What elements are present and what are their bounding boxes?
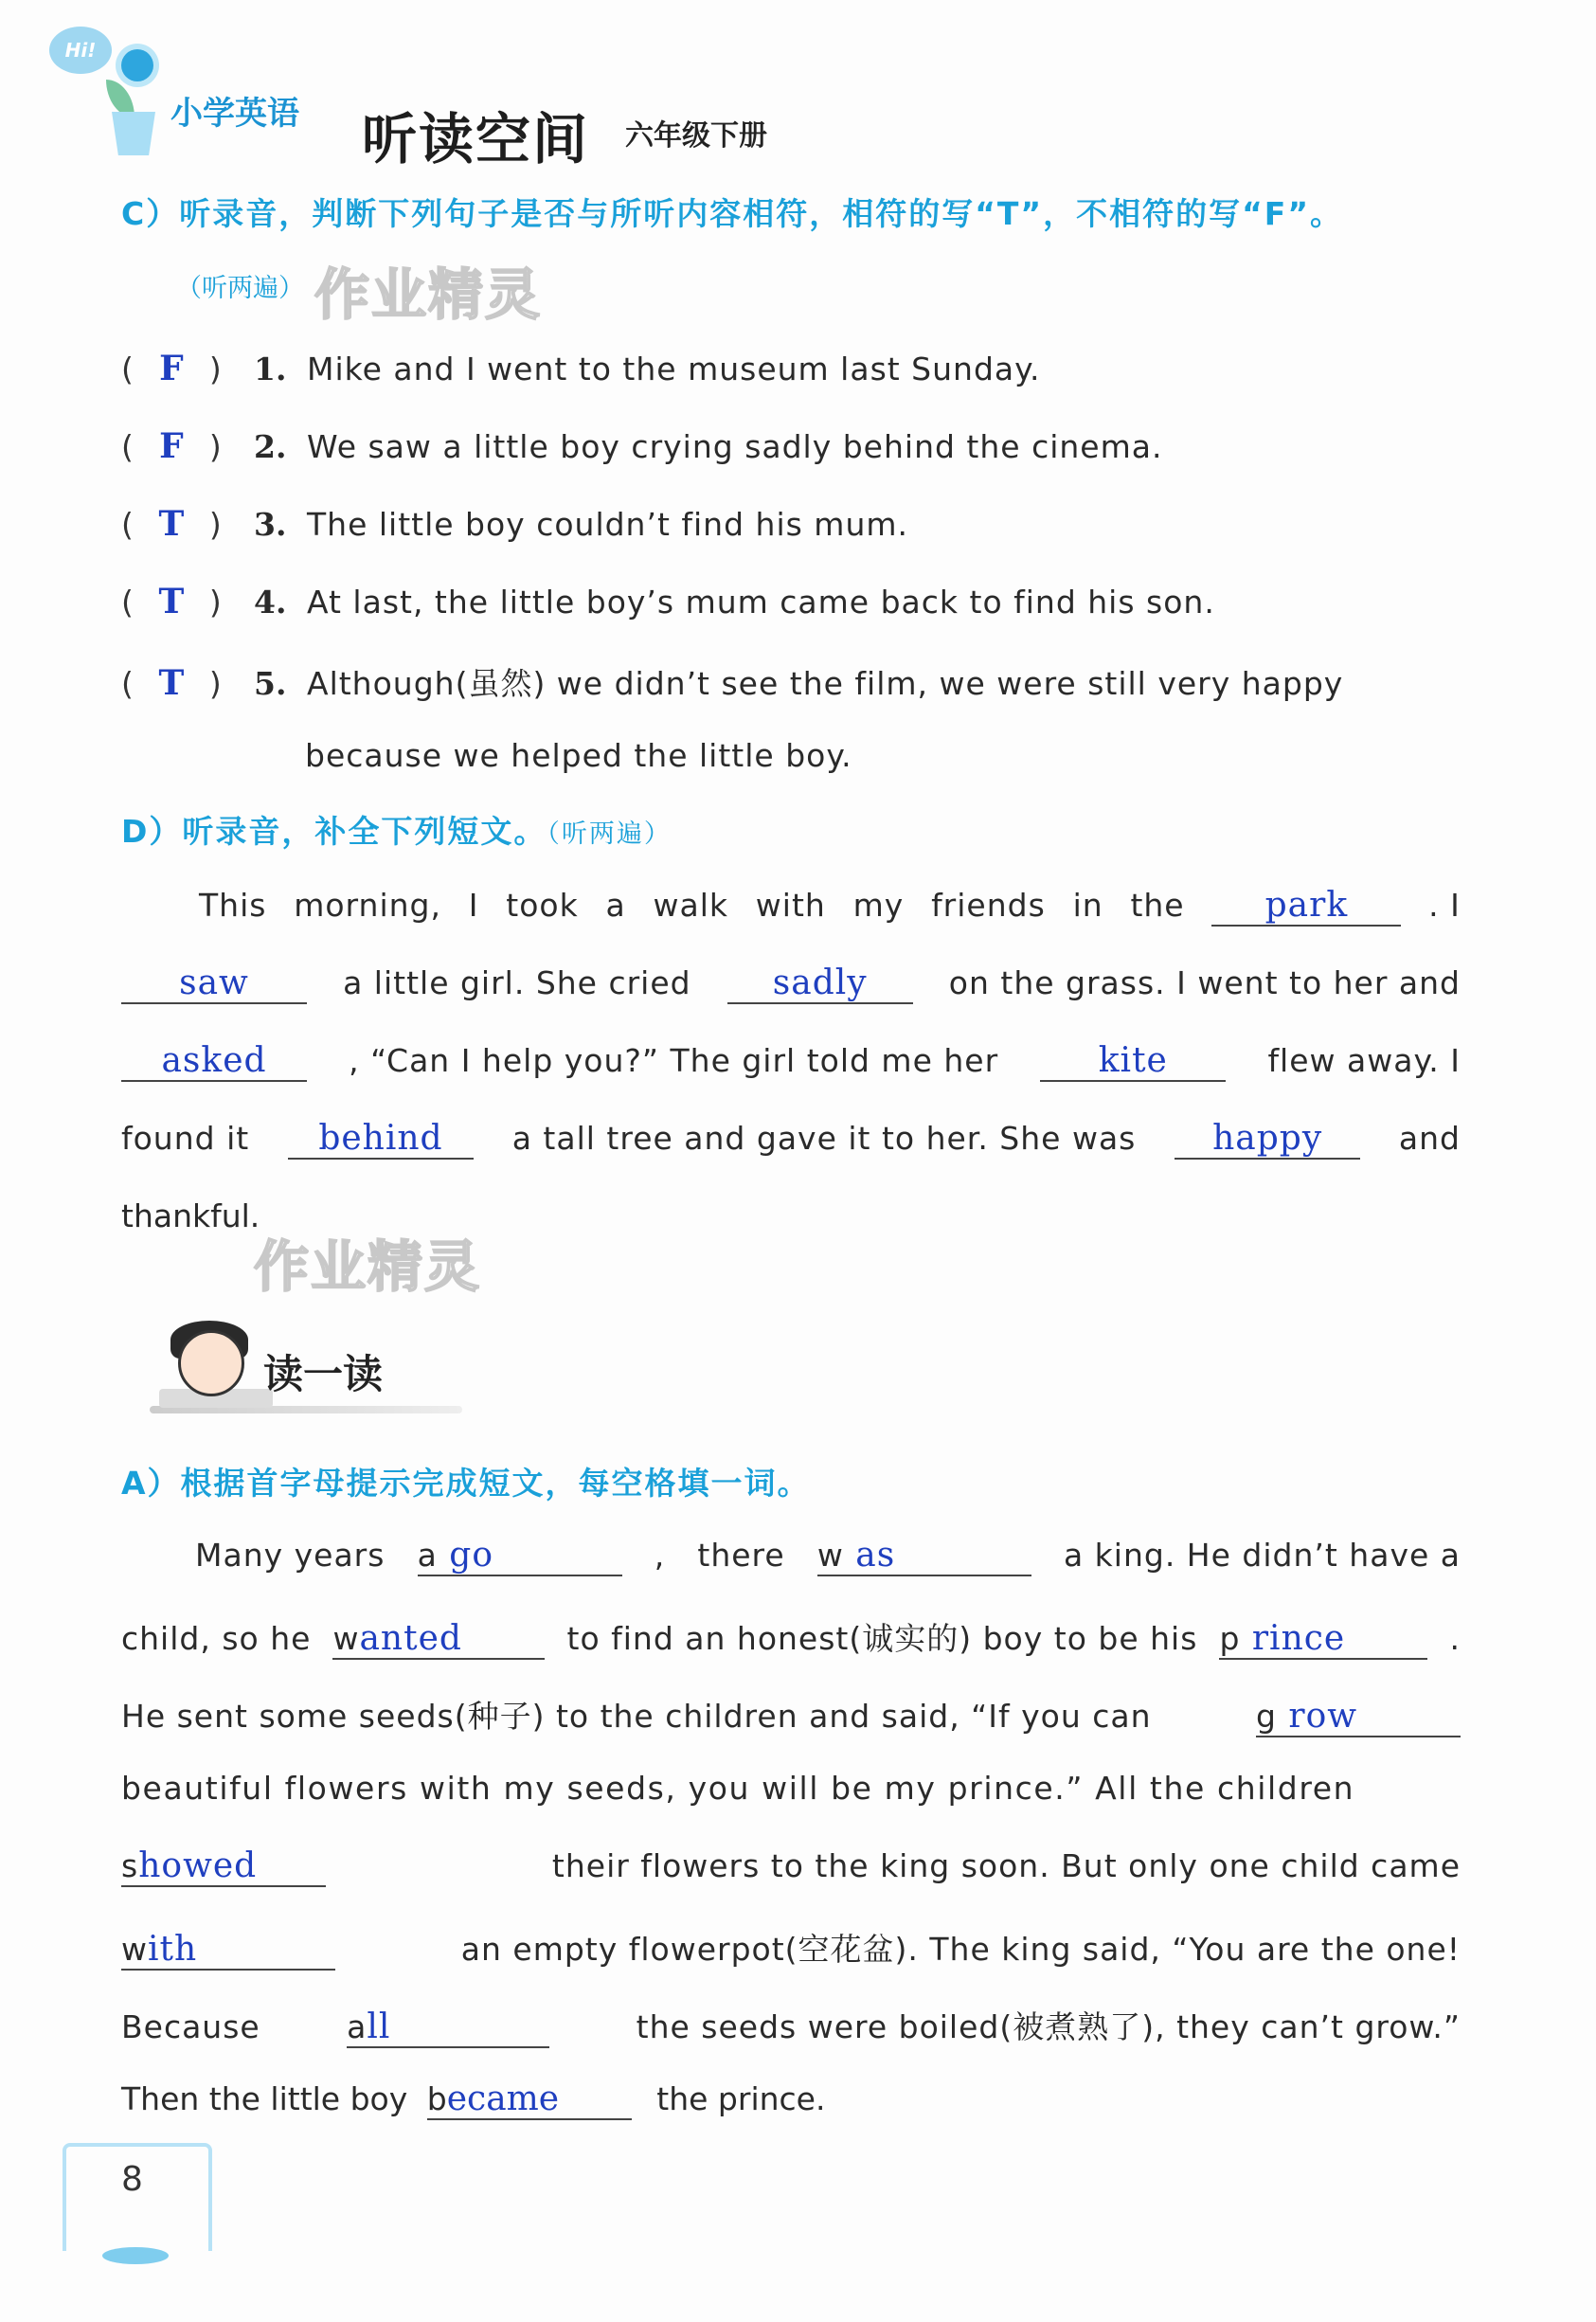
section-a-title: A）根据首字母提示完成短文，每空格填一词。 — [121, 1465, 811, 1502]
blank-a-7[interactable] — [121, 1931, 335, 1971]
tf-answer-5[interactable]: T — [158, 663, 185, 703]
footer-dot-icon — [102, 2247, 169, 2264]
answer: go — [449, 1536, 493, 1575]
flower-pot-icon — [112, 112, 155, 155]
blank-a-9[interactable] — [427, 2080, 632, 2120]
blank-d-2[interactable]: saw — [121, 964, 307, 1004]
section-c-title: C）听录音，判断下列句子是否与所听内容相符，相符的写“T”，不相符的写“F”。 — [121, 195, 1344, 232]
cloze-d-line-4 — [121, 1120, 1461, 1160]
text: thankful. — [121, 1197, 260, 1234]
read-section-title: 读一读 — [263, 1351, 384, 1397]
answer: anted — [359, 1619, 462, 1658]
text: a tall tree and gave it to her. She was — [511, 1120, 1137, 1157]
text: to find an honest(诚实的) boy to be his — [566, 1620, 1198, 1657]
text: the seeds were boiled(被煮熟了), they can’t grow.” — [636, 2008, 1461, 2045]
text: there — [697, 1537, 785, 1574]
text: He sent some seeds(种子) to the children and said, “If you can — [121, 1698, 1152, 1735]
word: took — [506, 887, 579, 924]
cloze-a-line-2 — [121, 1614, 1461, 1660]
flower-icon — [121, 49, 153, 81]
section-d-title-text: D）听录音，补全下列短文。 — [121, 813, 547, 850]
tf-answer-1[interactable]: F — [159, 349, 184, 388]
answer: ecame — [446, 2079, 560, 2118]
blank-d-1[interactable]: park — [1211, 887, 1401, 927]
tf-item-2: ( F ) 2. We saw a little boy crying sadly behind the cinema. — [121, 426, 1163, 466]
blank-a-4[interactable] — [1219, 1620, 1427, 1660]
tf-item-1: ( F ) 1. Mike and I went to the museum last Sunday. — [121, 349, 1041, 388]
blank-d-4[interactable]: asked — [121, 1042, 307, 1082]
page-number: 8 — [121, 2160, 143, 2199]
text: their flowers to the king soon. But only one child came — [551, 1847, 1461, 1884]
blank-a-5[interactable] — [1256, 1698, 1461, 1737]
read-section-header — [150, 1315, 462, 1419]
blank-d-3[interactable]: sadly — [727, 964, 913, 1004]
word: with — [755, 887, 826, 924]
word: walk — [653, 887, 729, 924]
text: child, so he — [121, 1620, 312, 1657]
word: . I — [1428, 887, 1461, 924]
tf-answer-2[interactable]: F — [159, 426, 184, 466]
cloze-a-line-3 — [121, 1692, 1461, 1737]
answer: as — [855, 1536, 896, 1575]
section-c-note: （听两遍） — [176, 274, 304, 303]
text: an empty flowerpot(空花盆). The king said, “You are the one! — [460, 1931, 1461, 1968]
answer: howed — [138, 1846, 258, 1885]
hint-letter: w — [816, 1537, 844, 1574]
tf-text-4: At last, the little boy’s mum came back to find his son. — [307, 584, 1215, 621]
hint-letter: p — [1219, 1620, 1241, 1657]
blank-d-7[interactable]: happy — [1175, 1120, 1360, 1160]
word: a — [605, 887, 626, 924]
tf-answer-4[interactable]: T — [158, 582, 185, 621]
tf-text-2: We saw a little boy crying sadly behind the cinema. — [307, 428, 1163, 465]
tf-text-5-continued: because we helped the little boy. — [305, 737, 852, 774]
blank-a-2[interactable] — [817, 1537, 1031, 1576]
hint-letter: w — [332, 1620, 360, 1657]
tf-item-5: ( T ) 5. Although(虽然) we didn’t see the film, we were still very happy — [121, 663, 1344, 703]
cloze-d-line-3 — [121, 1042, 1461, 1082]
cloze-a-line-7 — [121, 2003, 1461, 2048]
blank-a-3[interactable] — [332, 1620, 545, 1660]
text: , “Can I help you?” The girl told me her — [349, 1042, 999, 1079]
girl-reading-icon — [178, 1330, 244, 1396]
section-d-note: （听两遍） — [547, 819, 672, 849]
cloze-a-line-1 — [195, 1537, 1461, 1576]
cloze-a-line-6 — [121, 1925, 1461, 1971]
word: in — [1072, 887, 1103, 924]
tf-number-4: 4. — [254, 584, 287, 621]
blank-d-6[interactable]: behind — [288, 1120, 474, 1160]
text: and — [1398, 1120, 1461, 1157]
text: on the grass. I went to her and — [948, 964, 1461, 1001]
word: I — [468, 887, 479, 924]
hint-letter: g — [1256, 1698, 1277, 1735]
text: Then the little boy — [121, 2080, 408, 2117]
watermark-1: 作业精灵 — [314, 262, 543, 327]
tf-text-5: Although(虽然) we didn’t see the film, we were still very happy — [307, 665, 1344, 702]
tf-text-1: Mike and I went to the museum last Sunday. — [307, 351, 1041, 387]
blank-a-8[interactable] — [347, 2008, 549, 2048]
answer: row — [1288, 1697, 1358, 1736]
text: beautiful flowers with my seeds, you will be my prince.” All the children — [121, 1770, 1355, 1807]
section-d-title — [121, 807, 672, 852]
hi-bubble-icon: Hi! — [49, 27, 112, 74]
blank-d-5[interactable]: kite — [1040, 1042, 1226, 1082]
text: Many years — [195, 1537, 386, 1574]
answer: ith — [148, 1930, 198, 1969]
blank-a-6[interactable] — [121, 1847, 326, 1887]
hint-letter: b — [426, 2080, 447, 2117]
text: Because — [121, 2008, 260, 2045]
text: a little girl. She cried — [343, 964, 691, 1001]
cloze-d-line-5 — [121, 1197, 260, 1234]
blank-a-1[interactable] — [418, 1537, 622, 1576]
cloze-a-line-4 — [121, 1770, 1461, 1807]
brand-title: 小学英语 — [170, 95, 299, 133]
text: found it — [121, 1120, 250, 1157]
tf-answer-3[interactable]: T — [158, 504, 185, 544]
cloze-a-line-5 — [121, 1847, 1461, 1887]
tf-number-2: 2. — [254, 428, 287, 465]
tf-item-4: ( T ) 4. At last, the little boy’s mum came back to find his son. — [121, 582, 1215, 621]
hint-letter: a — [347, 2008, 368, 2045]
grade-label: 六年级下册 — [625, 119, 767, 153]
text: the prince. — [656, 2080, 826, 2117]
cloze-d-line-2 — [121, 964, 1461, 1004]
tf-number-3: 3. — [254, 506, 287, 543]
text: flew away. I — [1267, 1042, 1461, 1079]
text: , — [654, 1537, 666, 1574]
word: morning, — [294, 887, 441, 924]
tf-number-5: 5. — [254, 665, 287, 702]
cloze-d-line-1 — [199, 887, 1461, 927]
tf-item-3: ( T ) 3. The little boy couldn’t find his mum. — [121, 504, 908, 544]
word: This — [199, 887, 267, 924]
word: my — [852, 887, 905, 924]
tf-text-3: The little boy couldn’t find his mum. — [307, 506, 908, 543]
word: friends — [931, 887, 1046, 924]
word: the — [1130, 887, 1185, 924]
cloze-a-line-8 — [121, 2080, 825, 2120]
answer: ll — [367, 2007, 391, 2046]
answer: rince — [1251, 1619, 1346, 1658]
hint-letter: a — [417, 1537, 438, 1574]
hint-letter: w — [121, 1931, 148, 1968]
tf-number-1: 1. — [254, 351, 287, 387]
text: . — [1449, 1620, 1461, 1657]
watermark-2: 作业精灵 — [254, 1234, 482, 1299]
hint-letter: s — [121, 1847, 139, 1884]
series-title: 听读空间 — [362, 107, 590, 171]
text: a king. He didn’t have a — [1063, 1537, 1461, 1574]
